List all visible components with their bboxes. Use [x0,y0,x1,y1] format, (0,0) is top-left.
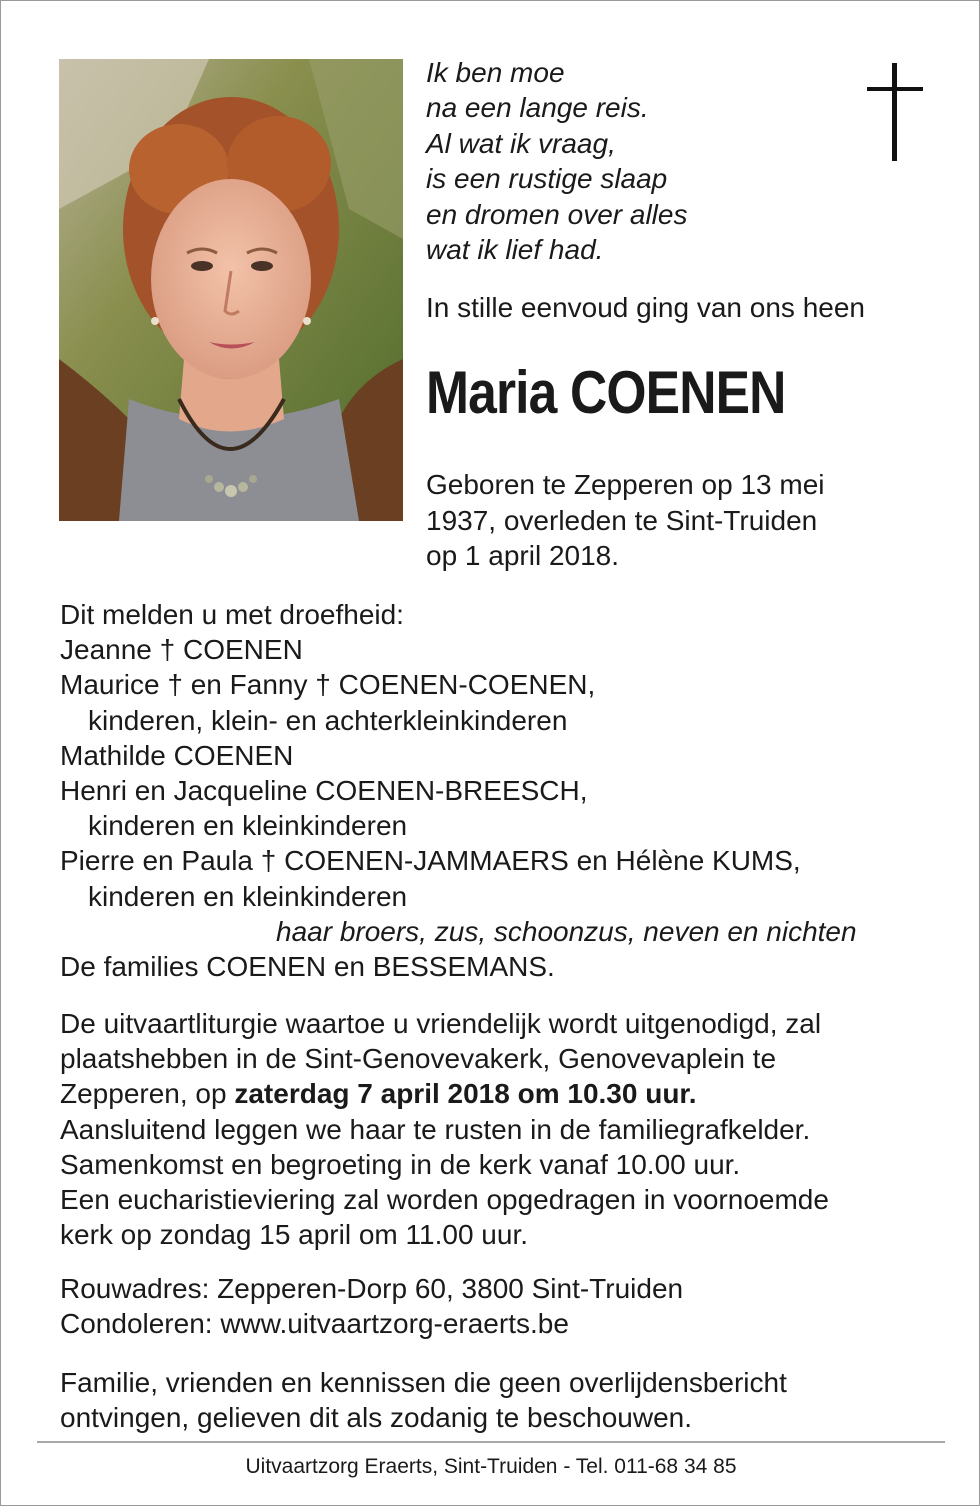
funeral-line: De uitvaartliturgie waartoe u vriendelijk wordt uitgenodigd, zal [60,1008,822,1039]
mourner-line: haar broers, zus, schoonzus, neven en nichten [276,915,857,947]
poem-line: is een rustige slaap [426,163,668,195]
mourner-line: Henri en Jacqueline COENEN-BREESCH, [60,775,588,807]
poem-line: Al wat ik vraag, [426,127,616,159]
mourner-line: De families COENEN en BESSEMANS. [60,951,555,983]
intro-text: In stille eenvoud ging van ons heen [426,292,865,323]
closing-line: ontvingen, gelieven dit als zodanig te beschouwen. [60,1402,692,1434]
mourners-heading: Dit melden u met droefheid: [60,599,404,630]
mourner-line: kinderen en kleinkinderen [88,880,408,912]
funeral-line [60,1076,829,1111]
funeral-line: Een eucharistieviering zal worden opgedragen in voornoemde [60,1184,829,1216]
cross-icon [867,63,923,161]
condolence-link[interactable]: Condoleren: www.uitvaartzorg-eraerts.be [60,1308,569,1340]
funeral-date-time: zaterdag 7 april 2018 om 10.30 uur. [234,1078,697,1110]
mourning-address: Rouwadres: Zepperen-Dorp 60, 3800 Sint-Truiden [60,1273,684,1304]
birth-death-line: 1937, overleden te Sint-Truiden [426,504,818,536]
poem-line: Ik ben moe [426,57,565,88]
birth-death-line: op 1 april 2018. [426,540,620,571]
poem [426,55,687,267]
mourner-line: kinderen en kleinkinderen [88,810,408,842]
mourner-line: Maurice † en Fanny † COENEN-COENEN, [60,669,596,701]
funeral-line: Samenkomst en begroeting in de kerk vanaf 10.00 uur. [60,1148,741,1180]
deceased-name: Maria COENEN [426,359,786,426]
mourner-line: Pierre en Paula † COENEN-JAMMAERS en Hélène KUMS, [60,845,801,877]
funeral-details [60,1006,829,1252]
closing-note [60,1365,787,1435]
funeral-line: plaatshebben in de Sint-Genovevakerk, Genovevaplein te [60,1043,777,1075]
funeral-line-prefix: Zepperen, op [60,1078,235,1110]
mourner-line: kinderen, klein- en achterkleinkinderen [88,704,568,736]
mourner-line: Mathilde COENEN [60,739,294,771]
birth-death-line: Geboren te Zepperen op 13 mei [426,469,825,500]
contact-info [60,1271,683,1341]
mourners-list [60,597,857,984]
poem-line: en dromen over alles [426,198,688,230]
funeral-line: kerk op zondag 15 april om 11.00 uur. [60,1219,529,1251]
poem-line: na een lange reis. [426,92,649,124]
portrait-photo [59,59,403,521]
funeral-line: Aansluitend leggen we haar te rusten in de familiegrafkelder. [60,1113,811,1145]
closing-line: Familie, vrienden en kennissen die geen overlijdensbericht [60,1367,787,1398]
funeral-home-footer: Uitvaartzorg Eraerts, Sint-Truiden - Tel. 011-68 34 85 [245,1455,737,1478]
poem-line: wat ik lief had. [426,234,604,266]
birth-death-info [426,467,824,574]
footer-divider [37,1441,945,1443]
mourner-line: Jeanne † COENEN [60,634,303,666]
